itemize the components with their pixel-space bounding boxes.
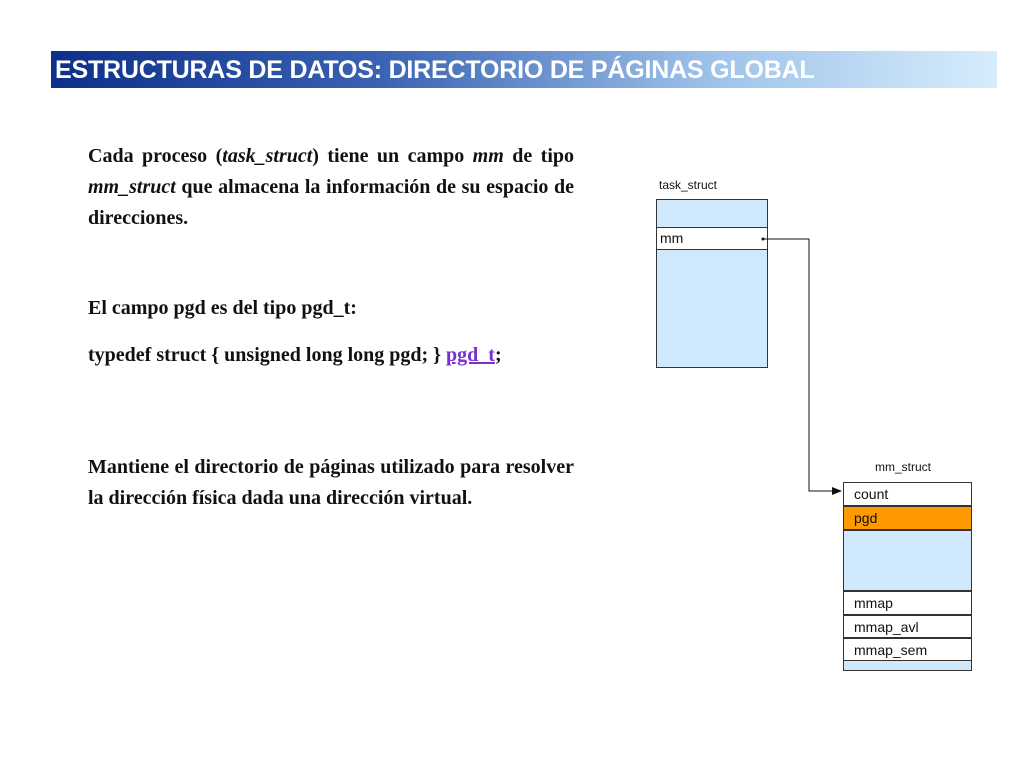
pgd-t-link[interactable]: pgd_t — [446, 344, 495, 366]
mm-field-mmap-avl: mmap_avl — [843, 615, 972, 638]
task-field-mm: mm — [656, 227, 768, 250]
mm-struct-label: mm_struct — [875, 460, 932, 474]
mm-field-count: count — [843, 482, 972, 506]
p1-text-a: Cada proceso ( — [88, 145, 223, 167]
paragraph-page-directory: Mantiene el directorio de páginas utilizado para resolver la dirección física dada una dirección virtual. — [88, 456, 574, 509]
p1-text-b: ) tiene un campo — [312, 145, 473, 167]
typedef-semicolon: ; — [494, 344, 502, 366]
mm-field-pgd: pgd — [843, 506, 972, 530]
mm-field-mmap: mmap — [843, 591, 972, 615]
p1-text-d: que almacena la información de su espacio de direcciones. — [88, 176, 574, 229]
task-struct-label: task_struct — [659, 178, 718, 192]
p1-mm-struct: mm_struct — [88, 176, 176, 198]
typedef-text: typedef struct { unsigned long long pgd; } — [88, 344, 447, 366]
slide-title: ESTRUCTURAS DE DATOS: DIRECTORIO DE PÁGINAS GLOBAL — [55, 56, 815, 84]
p1-task-struct: task_struct — [222, 145, 313, 167]
p1-text-c: de tipo — [503, 145, 574, 167]
paragraph-pgd-type: El campo pgd es del tipo pgd_t: — [88, 297, 357, 319]
mm-field-mmap-sem: mmap_sem — [843, 638, 972, 661]
p1-mm: mm — [472, 145, 504, 167]
